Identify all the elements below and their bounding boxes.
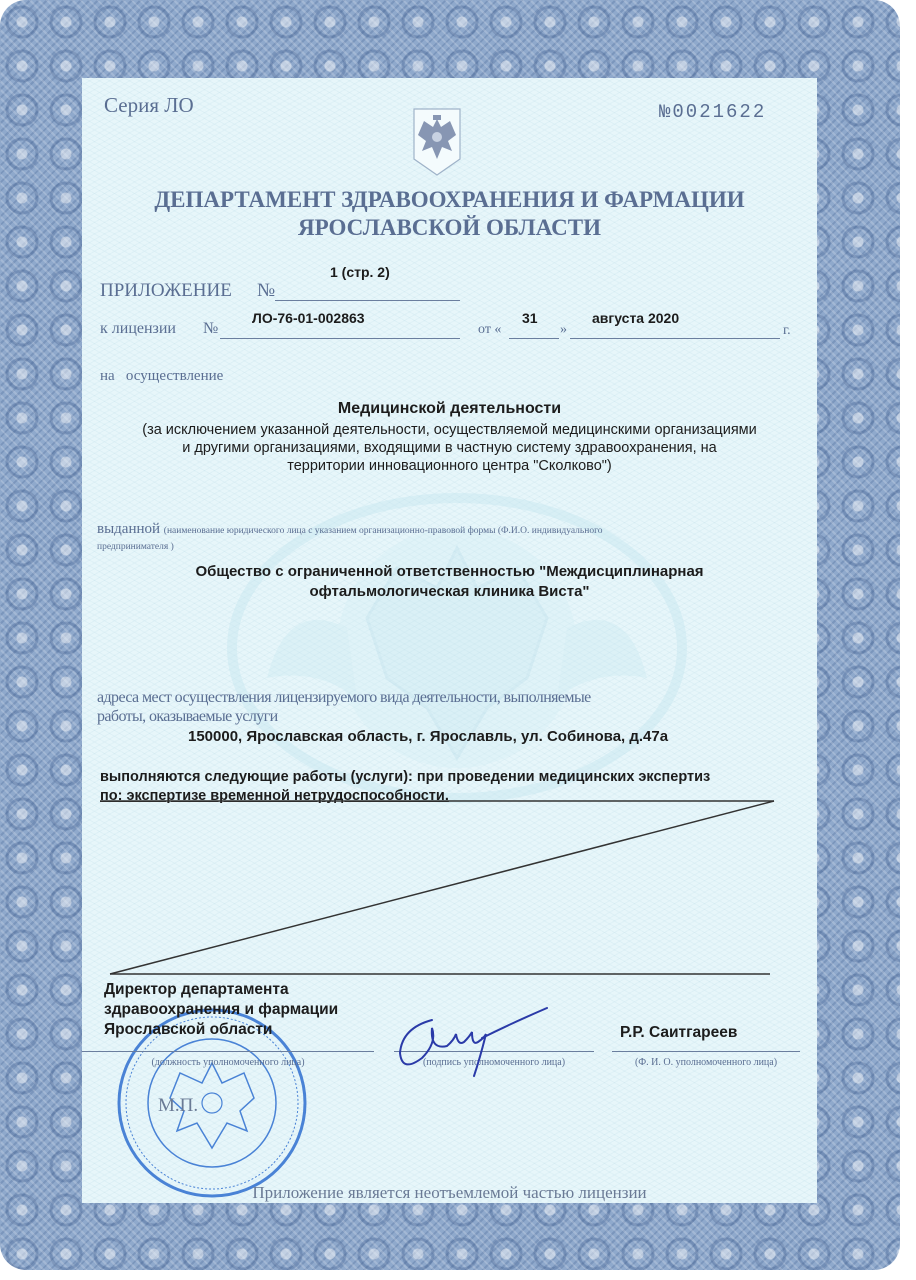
appendix-label: ПРИЛОЖЕНИЕ: [100, 280, 232, 301]
signatory-position-line3: Ярославской области: [104, 1021, 273, 1038]
services-line2: по: экспертизе временной нетрудоспособности.: [100, 788, 449, 804]
handwritten-signature: [392, 998, 552, 1078]
license-from-label: от «: [478, 322, 502, 337]
issued-label: выданной: [97, 521, 161, 537]
organization-name-line2: офтальмологическая клиника Виста": [309, 583, 590, 600]
address-value: 150000, Ярославская область, г. Ярославль, ул. Собинова, д.47а: [188, 728, 669, 745]
appendix-number-value: 1 (стр. 2): [330, 264, 390, 280]
license-month-year-value: августа 2020: [592, 310, 680, 326]
seal-place-label: М.П.: [158, 1095, 199, 1116]
position-line: [82, 1051, 374, 1052]
caption-signature: (подпись уполномоченного лица): [422, 1057, 566, 1068]
activity-label: на осуществление: [100, 368, 224, 384]
license-year-suffix: г.: [783, 323, 791, 338]
series-label: Серия ЛО: [104, 93, 194, 117]
caption-name: (Ф. И. О. уполномоченного лица): [634, 1057, 778, 1068]
document-number: №0021622: [659, 101, 767, 123]
department-title-line2: ЯРОСЛАВСКОЙ ОБЛАСТИ: [297, 215, 602, 240]
footer-note: Приложение является неотъемлемой частью лицензии: [252, 1183, 647, 1202]
department-title-line1: ДЕПАРТАМЕНТ ЗДРАВООХРАНЕНИЯ И ФАРМАЦИИ: [154, 187, 745, 212]
activity-desc-line1: (за исключением указанной деятельности, осуществляемой медицинскими организациями: [142, 422, 757, 438]
services-line1: выполняются следующие работы (услуги): при проведении медицинских экспертиз: [100, 769, 711, 785]
appendix-number-sign: №: [257, 280, 276, 301]
issued-hint-line2: предпринимателя ): [97, 542, 174, 552]
signatory-name: Р.Р. Саитгареев: [620, 1024, 738, 1041]
signatory-position-line2: здравоохранения и фармации: [104, 1001, 339, 1018]
address-label-line2: работы, оказываемые услуги: [97, 708, 278, 725]
license-label: к лицензии: [100, 320, 176, 337]
license-day-value: 31: [522, 310, 538, 326]
issued-hint-line1: (наименование юридического лица с указанием организационно-правовой формы (Ф.И.О. индивидуального: [163, 526, 603, 536]
address-label-line1: адреса мест осуществления лицензируемого вида деятельности, выполняемые: [97, 689, 591, 706]
activity-desc-line3: территории инновационного центра "Сколково"): [287, 458, 612, 474]
license-number-value: ЛО-76-01-002863: [252, 310, 365, 326]
license-day-close: »: [560, 322, 567, 337]
signatory-position: [104, 980, 338, 1040]
activity-desc-line2: и другими организациями, входящими в частную систему здравоохранения, на: [182, 440, 717, 456]
activity-title: Медицинской деятельности: [337, 400, 562, 417]
license-number-sign: №: [203, 320, 219, 337]
signatory-position-line1: Директор департамента: [104, 981, 289, 998]
document-paper: [82, 78, 817, 1203]
organization-name-line1: Общество с ограниченной ответственностью "Междисциплинарная: [195, 563, 704, 580]
name-line: [612, 1051, 800, 1052]
caption-position: (должность уполномоченного лица): [151, 1057, 305, 1068]
